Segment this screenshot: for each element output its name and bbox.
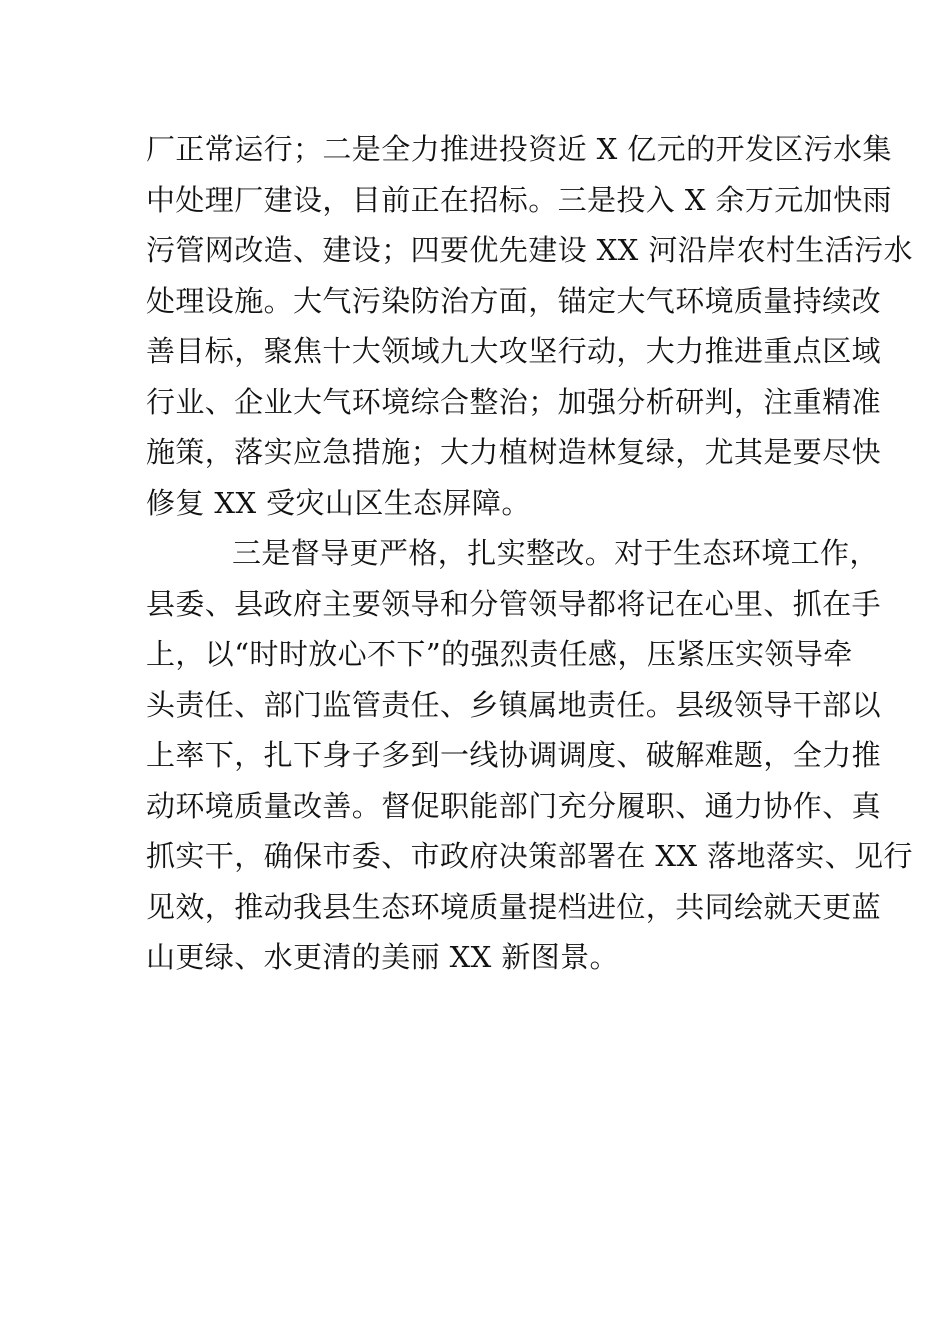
text-line: 污管网改造、建设；四要优先建设 XX 河沿岸农村生活污水 <box>146 233 913 267</box>
text-line: 上率下，扎下身子多到一线协调调度、破解难题，全力推 <box>146 738 882 772</box>
text-line: 上，以“时时放心不下”的强烈责任感，压紧压实领导牵 <box>146 637 853 671</box>
paragraph-2 <box>146 528 913 983</box>
text-line: 见效，推动我县生态环境质量提档进位，共同绘就天更蓝 <box>146 889 882 924</box>
text-line: 动环境质量改善。督促职能部门充分履职、通力协作、真 <box>146 788 882 823</box>
text-line: 厂正常运行；二是全力推进投资近 X 亿元的开发区污水集 <box>146 132 892 166</box>
text-line: 处理设施。大气污染防治方面，锚定大气环境质量持续改 <box>146 283 882 318</box>
text-line: 中处理厂建设，目前正在招标。三是投入 X 余万元加快雨 <box>146 182 892 217</box>
text-line: 头责任、部门监管责任、乡镇属地责任。县级领导干部以 <box>146 687 882 722</box>
document-body <box>146 124 913 983</box>
text-line: 山更绿、水更清的美丽 XX 新图景。 <box>146 940 619 974</box>
text-line: 三是督导更严格，扎实整改。对于生态环境工作， <box>232 536 879 570</box>
text-line: 善目标，聚焦十大领域九大攻坚行动，大力推进重点区域 <box>146 334 882 368</box>
text-line: 县委、县政府主要领导和分管领导都将记在心里、抓在手 <box>146 586 882 621</box>
text-line: 修复 XX 受灾山区生态屏障。 <box>146 485 531 520</box>
text-line: 行业、企业大气环境综合整治；加强分析研判，注重精准 <box>146 384 882 419</box>
text-line: 施策，落实应急措施；大力植树造林复绿，尤其是要尽快 <box>146 435 882 469</box>
text-line: 抓实干，确保市委、市政府决策部署在 XX 落地落实、见行 <box>146 839 913 873</box>
paragraph-1 <box>146 124 913 528</box>
